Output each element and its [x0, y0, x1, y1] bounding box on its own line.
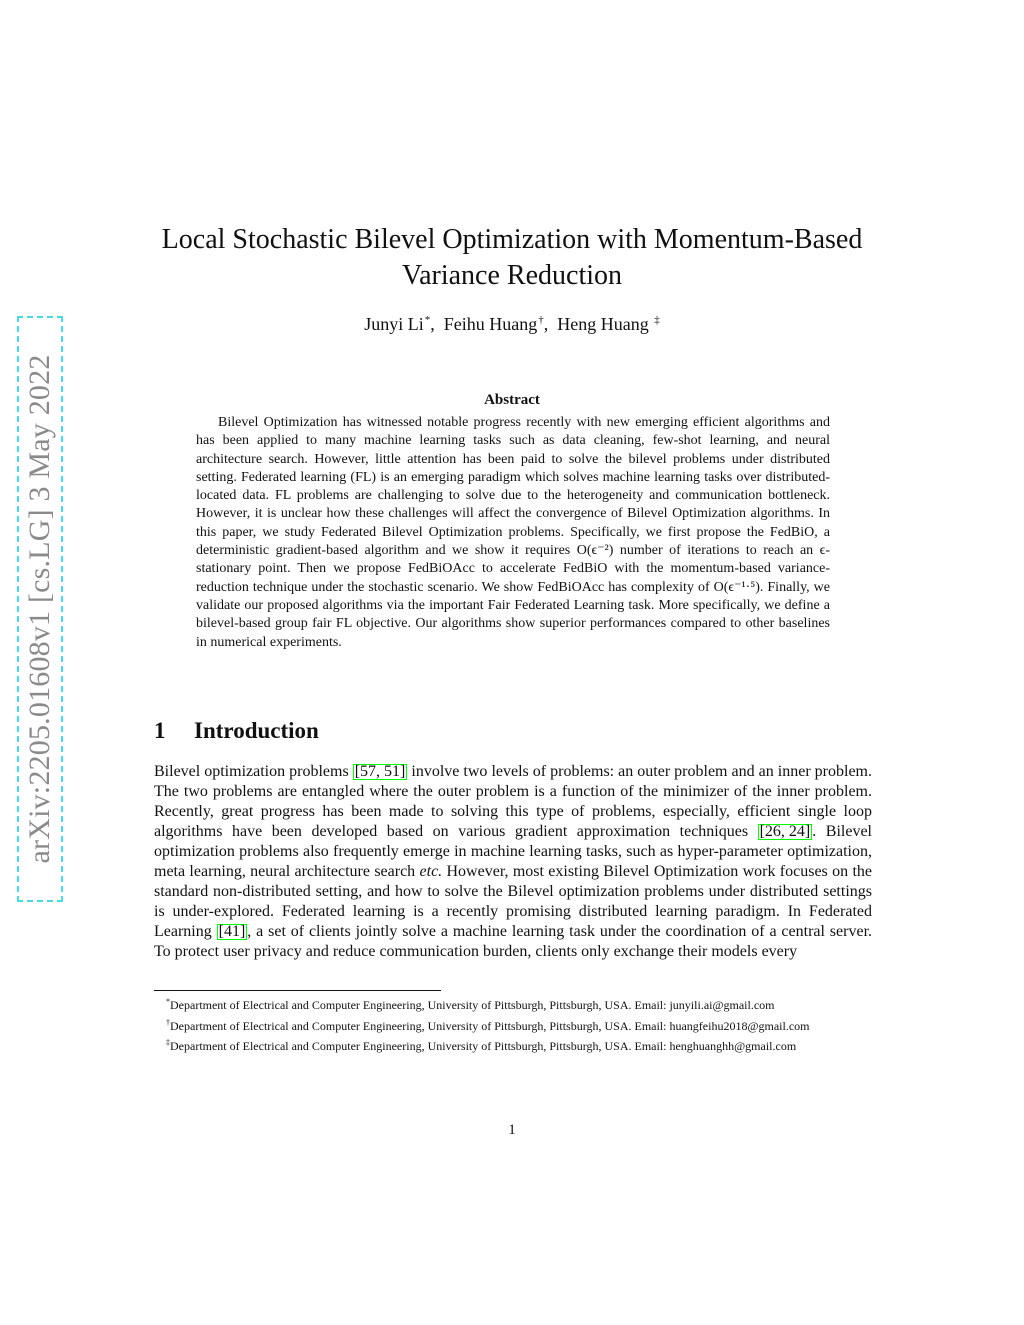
introduction-paragraph [154, 762, 872, 962]
footnote [154, 1015, 872, 1035]
footnote-text: Department of Electrical and Computer Engineering, University of Pittsburgh, Pittsburgh, USA. Email: huangfeihu2018@gmail.com [170, 1018, 810, 1033]
intro-text: However, most existing Bilevel Optimization work focuses on the standard non-distributed setting, and how to solve the Bilevel optimization problems under distributed settings is under-explored. Federated learning is a recently promising distributed learning paradigm. In Federated Learning [154, 863, 872, 940]
page-number: 1 [508, 1122, 516, 1138]
author-name: Heng Huang [557, 314, 649, 334]
citation-link[interactable]: [41] [218, 923, 246, 940]
author-list: Junyi Li*, Feihu Huang†, Heng Huang ‡ [364, 314, 660, 334]
citation-link[interactable]: [26, 24] [759, 823, 811, 840]
abstract-heading: Abstract [484, 392, 540, 408]
arxiv-stamp [17, 316, 63, 902]
paper-title: Local Stochastic Bilevel Optimization with Momentum-Based Variance Reduction [161, 224, 863, 291]
section-number: 1 [154, 718, 166, 743]
citation-link[interactable]: [57, 51] [354, 763, 406, 780]
abstract-body: Bilevel Optimization has witnessed notable progress recently with new emerging efficient algorithms and has been applied to many machine learning tasks such as data cleaning, few-shot learning, and neural architecture search. However, little attention has been paid to solve the bilevel problems under distributed setting. Federated learning (FL) is an emerging paradigm which solves machine learning tasks over distributed-located data. FL problems are challenging to solve due to the heterogeneity and communication bottleneck. However, it is unclear how these challenges will affect the convergence of Bilevel Optimization algorithms. In this paper, we study Federated Bilevel Optimization problems. Specifically, we first propose the FedBiO, a deterministic gradient-based algorithm and we show it requires O(ϵ⁻²) number of iterations to reach an ϵ-stationary point. Then we propose FedBiOAcc to accelerate FedBiO with the momentum-based variance-reduction technique under the stochastic scenario. We show FedBiOAcc has complexity of O(ϵ⁻¹·⁵). Finally, we validate our proposed algorithms via the important Fair Federated Learning task. More specifically, we define a bilevel-based group fair FL objective. Our algorithms show superior performances compared to other baselines in numerical experiments. [196, 415, 830, 650]
footnote-divider [154, 990, 441, 991]
footnote-mark: † [166, 1017, 170, 1027]
footnote-mark: ‡ [166, 1038, 170, 1047]
author-name: Junyi Li [364, 314, 424, 334]
author-footnote-mark[interactable]: * [424, 314, 431, 326]
footnote-text: Department of Electrical and Computer Engineering, University of Pittsburgh, Pittsburgh, USA. Email: junyili.ai@gmail.com [170, 998, 775, 1012]
author-name: Feihu Huang [443, 314, 538, 334]
author-footnote-mark[interactable]: ‡ [654, 314, 660, 326]
intro-text: , a set of clients jointly solve a machine learning task under the coordination of a central server. To protect user privacy and reduce communication burden, clients only exchange their models every [154, 923, 873, 960]
intro-text: Bilevel optimization problems [154, 763, 353, 780]
author-footnote-mark[interactable]: † [538, 314, 544, 326]
footnote [154, 1035, 872, 1055]
footnote-text: Department of Electrical and Computer Engineering, University of Pittsburgh, Pittsburgh, USA. Email: henghuanghh@gmail.com [170, 1039, 797, 1053]
intro-text-italic: etc. [419, 863, 443, 880]
footnote-mark: * [166, 997, 170, 1006]
intro-text: involve two levels of problems: an outer problem and an inner problem. The two problems are entangled where the outer problem is a function of the minimizer of the inner problem. Recently, great progress has been made to solving this type of problems, especially, efficient single loop algorithms have been developed based on various gradient approximation techniques [154, 763, 873, 840]
footnote [154, 994, 872, 1014]
footnotes [154, 994, 872, 1056]
arxiv-identifier[interactable]: arXiv:2205.01608v1 [cs.LG] 3 May 2022 [23, 354, 56, 864]
section-heading [154, 718, 319, 744]
intro-text: . Bilevel optimization problems also frequently emerge in machine learning tasks, such as hyper-parameter optimization, meta learning, neural architecture search [154, 823, 872, 880]
section-title: Introduction [194, 718, 319, 743]
